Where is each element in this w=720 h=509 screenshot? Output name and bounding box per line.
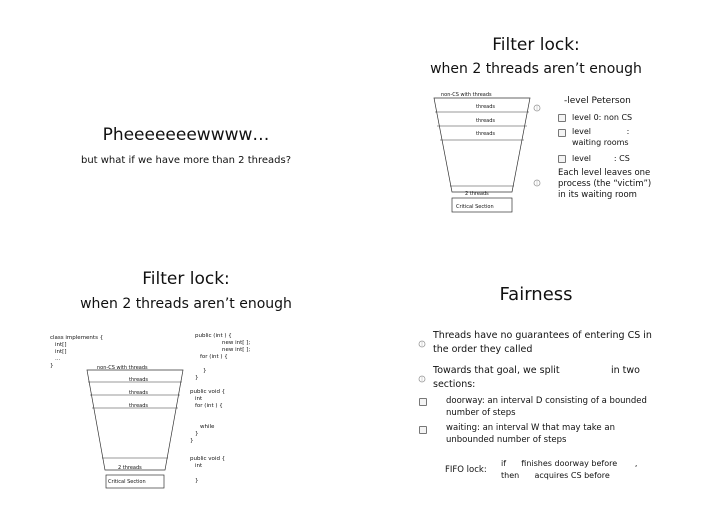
slide-2-title: Filter lock:	[492, 35, 580, 55]
slide-2-funnel-row-1: threads	[476, 104, 495, 110]
slide-4-fifo-label: FIFO lock:	[445, 465, 487, 475]
puzzle-bullet-icon	[533, 172, 541, 180]
slide-4-bullet-1: Threads have no guarantees of entering CS in the order they called	[433, 330, 652, 355]
slide-2-bullet-4: level : CS	[572, 154, 630, 163]
slide-1	[0, 0, 360, 254]
slide-3-code-line: for (int ) {	[200, 354, 228, 360]
slide-4-fifo-line-2: then acquires CS before	[501, 471, 610, 480]
slide-3-title: Filter lock:	[142, 269, 230, 289]
slide-3-code-line: }	[203, 368, 207, 374]
slide-3-code-line: for (int ) {	[195, 403, 223, 409]
slide-3-code-line: }	[50, 363, 54, 369]
slide-3-code-line: }	[190, 438, 194, 444]
slide-4-bullet-3: doorway: an interval D consisting of a bounded number of steps	[446, 396, 647, 418]
slide-3-code-line: int	[195, 396, 203, 402]
slide-3-funnel-row-2: threads	[129, 390, 148, 396]
slide-2-bullet-2: level 0: non CS	[572, 113, 633, 122]
slide-4	[360, 254, 720, 509]
slide-3-code-line: int[]	[55, 342, 67, 348]
slide-2-funnel-bottom-row: 2 threads	[465, 191, 489, 197]
slide-3-subtitle: when 2 threads aren’t enough	[80, 296, 292, 312]
slide-2-subtitle: when 2 threads aren’t enough	[430, 61, 642, 77]
slide-3-code-line: class implements {	[50, 335, 104, 341]
slide-2-bullet-1: -level Peterson	[564, 96, 631, 106]
slide-3-code-line: int[]	[55, 349, 67, 355]
slide-3-funnel-row-1: threads	[129, 377, 148, 383]
slide-3-code-line: int	[195, 463, 203, 469]
puzzle-bullet-icon	[418, 333, 426, 341]
slide-3-funnel-top-label: non-CS with threads	[97, 365, 148, 371]
slide-1-subtitle: but what if we have more than 2 threads?	[80, 155, 292, 166]
slide-2	[360, 0, 720, 254]
slide-2-funnel-top-label: non-CS with threads	[441, 92, 492, 98]
slide-3-code-line: ...	[55, 356, 61, 362]
slide-3-code-line: }	[195, 478, 199, 484]
slide-3-code-line: new int[ ];	[222, 340, 251, 346]
square-bullet-icon	[558, 114, 566, 122]
slide-3	[0, 254, 360, 509]
slide-3-critical-section: Critical Section	[108, 479, 146, 485]
slide-4-bullet-2: Towards that goal, we split in two sections:	[433, 365, 640, 390]
slide-3-code-line: }	[195, 375, 199, 381]
slide-3-code-line: public void {	[190, 456, 226, 462]
slide-3-funnel-bottom-row: 2 threads	[118, 465, 142, 471]
slide-4-title: Fairness	[499, 284, 573, 305]
slide-4-fifo-line-1: if finishes doorway before ,	[501, 459, 638, 468]
square-bullet-icon	[419, 426, 427, 434]
slide-2-critical-section: Critical Section	[456, 204, 494, 210]
slide-3-funnel-row-3: threads	[129, 403, 148, 409]
square-bullet-icon	[419, 398, 427, 406]
slide-2-funnel-row-2: threads	[476, 118, 495, 124]
slide-3-code-line: public (int ) {	[195, 333, 232, 339]
slide-2-funnel-row-3: threads	[476, 131, 495, 137]
slide-3-code-line: new int[ ];	[222, 347, 251, 353]
puzzle-bullet-icon	[418, 368, 426, 376]
slide-3-code-line: public void {	[190, 389, 226, 395]
slide-1-title: Pheeeeeeewwww…	[102, 125, 270, 145]
slide-3-code-line: }	[195, 431, 199, 437]
slide-3-code-line: while	[200, 424, 215, 430]
slide-2-bullet-5: Each level leaves one process (the “victim”) in its waiting room	[558, 168, 652, 200]
square-bullet-icon	[558, 155, 566, 163]
slide-2-bullet-3: level : waiting rooms	[572, 127, 630, 147]
puzzle-bullet-icon	[533, 97, 541, 105]
slide-4-bullet-4: waiting: an interval W that may take an unbounded number of steps	[446, 423, 615, 445]
square-bullet-icon	[558, 129, 566, 137]
